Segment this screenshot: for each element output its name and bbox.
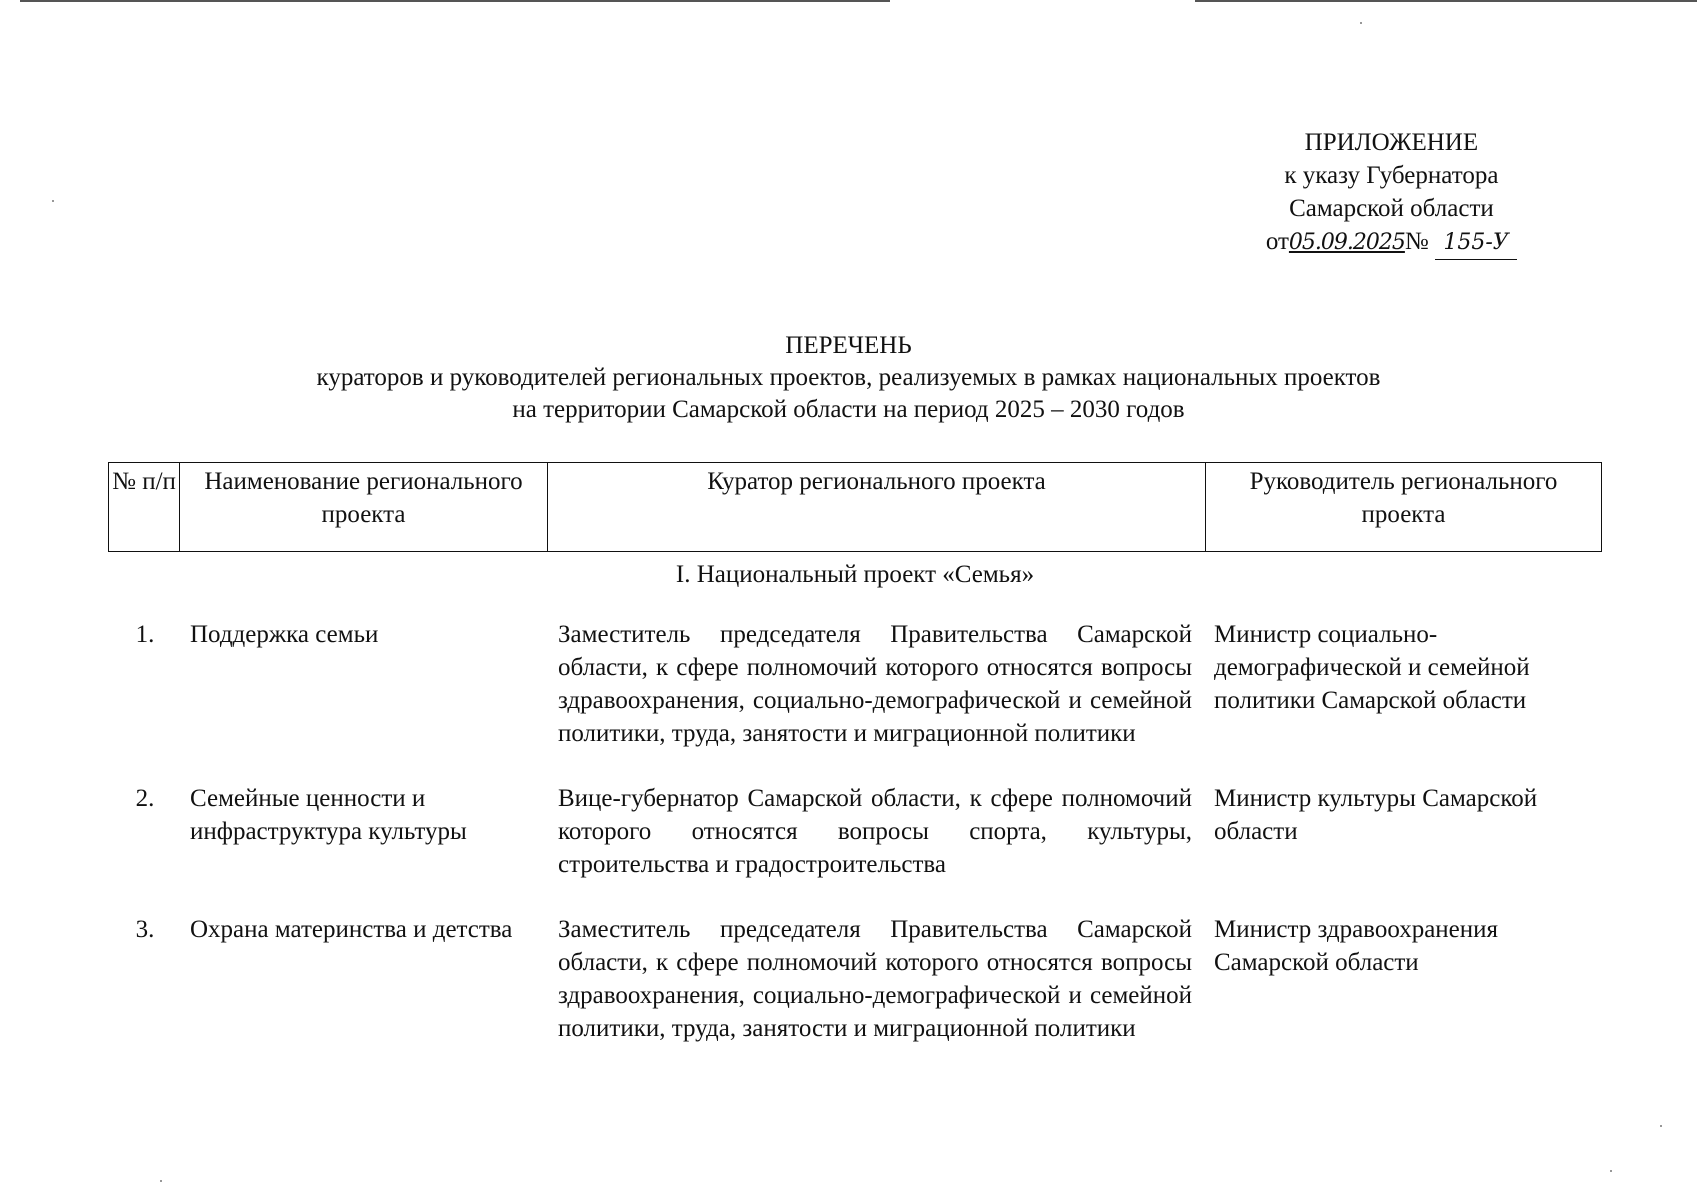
row-number: 1. [135, 621, 155, 648]
projects-table [108, 462, 1602, 1077]
row-number: 2. [135, 785, 155, 812]
appendix-decree-line: к указу Губернатора [1284, 162, 1499, 189]
table-row [108, 782, 1602, 881]
scan-speck [160, 1180, 162, 1182]
subtitle-line-1: кураторов и руководителей региональных проектов, реализуемых в рамках национальных проектов [316, 364, 1381, 391]
scan-speck [1360, 22, 1362, 24]
scan-speck [1610, 1170, 1612, 1172]
row-project-name: Семейные ценности и инфраструктура культуры [190, 785, 467, 845]
document-title [0, 330, 1697, 426]
row-curator: Заместитель председателя Правительства Самарской области, к сфере полномочий которого относятся вопросы здравоохранения, социально-демографической и семейной политики, труда, занятости и миграционной политики [558, 916, 1192, 1042]
appendix-region-line: Самарской области [1289, 195, 1494, 222]
row-project-head: Министр социально-демографической и семейной политики Самарской области [1214, 621, 1530, 714]
page-title: ПЕРЕЧЕНЬ [785, 332, 912, 359]
section-heading: I. Национальный проект «Семья» [675, 561, 1035, 588]
appendix-title: ПРИЛОЖЕНИЕ [1304, 129, 1479, 156]
scan-edge-line [1195, 0, 1697, 2]
row-curator: Вице-губернатор Самарской области, к сфере полномочий которого относятся вопросы спорта, культуры, строительства и градостроительства [558, 785, 1192, 878]
appendix-date-number [1266, 225, 1517, 260]
row-project-head: Министр культуры Самарской области [1214, 785, 1538, 845]
handwritten-number: 155-У [1435, 226, 1517, 260]
row-project-head: Министр здравоохранения Самарской области [1214, 916, 1499, 976]
row-curator: Заместитель председателя Правительства Самарской области, к сфере полномочий которого относятся вопросы здравоохранения, социально-демографической и семейной политики, труда, занятости и миграционной политики [558, 621, 1192, 747]
appendix-header [1266, 126, 1517, 260]
table-row [108, 913, 1602, 1045]
date-prefix: от [1265, 228, 1289, 255]
subtitle-line-2: на территории Самарской области на период 2025 – 2030 годов [512, 396, 1185, 423]
number-prefix: № [1404, 228, 1429, 255]
handwritten-date: 05.09.2025 [1288, 230, 1405, 255]
scan-edge-line [20, 0, 890, 2]
scan-speck [1660, 1125, 1662, 1127]
header-project-head: Руководитель регионального проекта [1205, 463, 1601, 551]
row-number: 3. [135, 916, 155, 943]
header-curator: Куратор регионального проекта [547, 463, 1205, 551]
table-header [108, 462, 1602, 552]
header-project-name: Наименование регионального проекта [179, 463, 547, 551]
scan-speck [52, 200, 54, 202]
table-row [108, 618, 1602, 750]
row-project-name: Охрана материнства и детства [190, 916, 513, 943]
header-number: № п/п [112, 468, 176, 495]
row-project-name: Поддержка семьи [190, 621, 379, 648]
